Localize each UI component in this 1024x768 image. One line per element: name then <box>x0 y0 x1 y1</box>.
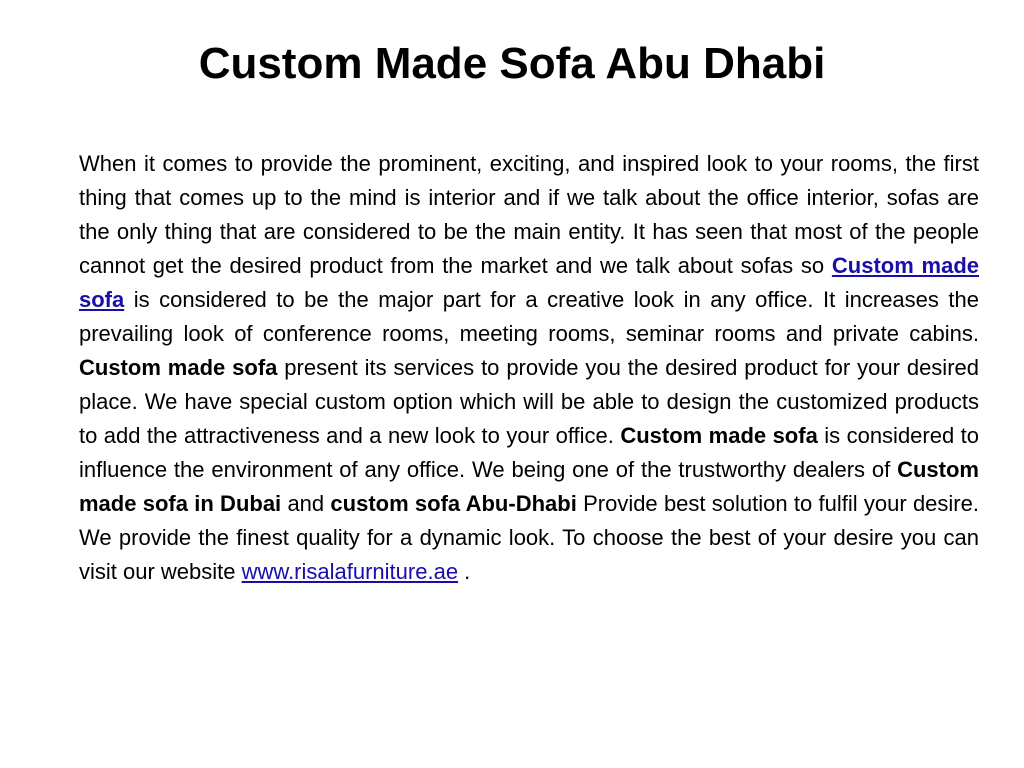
text-segment: . <box>458 559 471 584</box>
text-segment: and <box>281 491 331 516</box>
website-link[interactable]: www.risalafurniture.ae <box>241 559 459 584</box>
body-paragraph <box>79 147 979 589</box>
bold-phrase: custom sofa Abu-Dhabi <box>330 491 577 516</box>
custom-made-sofa-link[interactable]: Custom made sofa <box>79 253 979 312</box>
text-segment: is considered to influence the environment of any office. We being one of the trustworthy dealers of <box>79 423 979 482</box>
bold-phrase: Custom made sofa <box>79 355 278 380</box>
text-segment: present its services to provide you the desired product for your desired place. We have special custom option which will be able to design the customized products to add the attractiveness and a new look to your office. <box>79 355 979 448</box>
text-segment: Provide best solution to fulfil your desire. We provide the finest quality for a dynamic look. To choose the best of your desire you can visit our website <box>79 491 979 584</box>
text-segment: When it comes to provide the prominent, exciting, and inspired look to your rooms, the first thing that comes up to the mind is interior and if we talk about the office interior, sofas are the only thing that are considered to be the main entity. It has seen that most of the people cannot get the desired product from the market and we talk about sofas so <box>79 151 979 278</box>
page-title: Custom Made Sofa Abu Dhabi <box>198 39 826 88</box>
text-segment: is considered to be the major part for a creative look in any office. It increases the prevailing look of conference rooms, meeting rooms, seminar rooms and private cabins. <box>79 287 979 346</box>
bold-phrase: Custom made sofa <box>620 423 818 448</box>
bold-phrase: Custom made sofa in Dubai <box>79 457 979 516</box>
